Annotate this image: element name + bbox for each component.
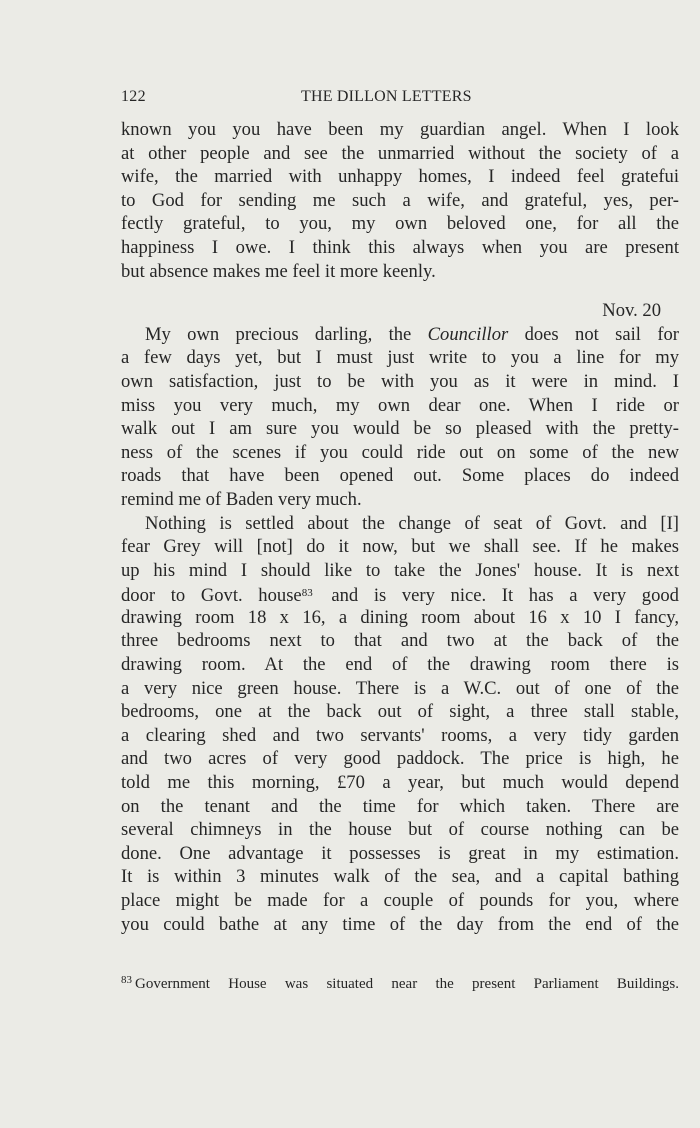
text-line: wife, the married with unhappy homes, I indeed feel gratefui	[121, 166, 679, 188]
page-header	[121, 88, 679, 110]
text-line: on the tenant and the time for which taken. There are	[121, 795, 679, 817]
text-line: a very nice green house. There is a W.C. out of one of the	[121, 677, 679, 699]
text-line: happiness I owe. I think this always when you are present	[121, 236, 679, 258]
text-line: to God for sending me such a wife, and grateful, yes, per-	[121, 189, 679, 211]
text-line: Nothing is settled about the change of seat of Govt. and [I]	[145, 512, 679, 534]
text-line: three bedrooms next to that and two at the back of the	[121, 630, 679, 652]
text-line: known you you have been my guardian angel. When I look	[121, 119, 679, 140]
text-line: roads that have been opened out. Some places do indeed	[121, 465, 679, 487]
footnote	[121, 970, 679, 994]
text-run: does not sail for	[508, 323, 679, 345]
text-line: a few days yet, but I must just write to you a line for my	[121, 347, 679, 369]
text-line: bedrooms, one at the back out of sight, a three stall stable,	[121, 701, 679, 723]
text-line: told me this morning, £70 a year, but much would depend	[121, 772, 679, 794]
text-line: place might be made for a couple of pounds for you, where	[121, 890, 679, 911]
text-line: a clearing shed and two servants' rooms, a very tidy garden	[121, 724, 679, 746]
text-line	[121, 323, 679, 347]
text-line	[121, 582, 679, 606]
text-line: remind me of Baden very much.	[121, 488, 362, 510]
text-line: drawing room 18 x 16, a dining room about 16 x 10 I fancy,	[121, 606, 679, 628]
text-line: drawing room. At the end of the drawing room there is	[121, 654, 679, 676]
text-run: door to Govt. house	[121, 585, 302, 607]
text-line: and two acres of very good paddock. The price is high, he	[121, 748, 679, 770]
text-line: walk out I am sure you would be so pleased with the pretty-	[121, 418, 679, 440]
text-line: fectly grateful, to you, my own beloved one, for all the	[121, 213, 679, 235]
text-line: up his mind I should like to take the Jones' house. It is next	[121, 559, 679, 581]
running-title: THE DILLON LETTERS	[301, 88, 472, 105]
text-line: own satisfaction, just to be with you as it were in mind. I	[121, 370, 679, 392]
footnote-number: 83	[121, 974, 132, 986]
footnote-text: Government House was situated near the present Parliament Buildings.	[135, 976, 679, 992]
text-line: at other people and see the unmarried without the society of a	[121, 142, 679, 164]
page-number: 122	[121, 88, 146, 105]
body-text	[121, 118, 679, 936]
letter-date: Nov. 20	[602, 300, 661, 322]
text-line: but absence makes me feel it more keenly.	[121, 260, 436, 282]
text-line: miss you very much, my own dear one. When I ride or	[121, 394, 679, 416]
text-run: and is very nice. It has a very good	[315, 585, 679, 607]
text-line: done. One advantage it possesses is great in my estimation.	[121, 842, 679, 864]
text-line: fear Grey will [not] do it now, but we shall see. If he makes	[121, 536, 679, 558]
text-run: My own precious darling, the	[145, 323, 428, 345]
footnote-reference: 83	[301, 587, 313, 600]
text-line: several chimneys in the house but of course nothing can be	[121, 819, 679, 841]
text-line: ness of the scenes if you could ride out on some of the new	[121, 441, 679, 463]
ship-name: Councillor	[427, 323, 509, 345]
text-line: It is within 3 minutes walk of the sea, and a capital bathing	[121, 866, 679, 888]
text-line: you could bathe at any time of the day from the end of the	[121, 913, 679, 935]
